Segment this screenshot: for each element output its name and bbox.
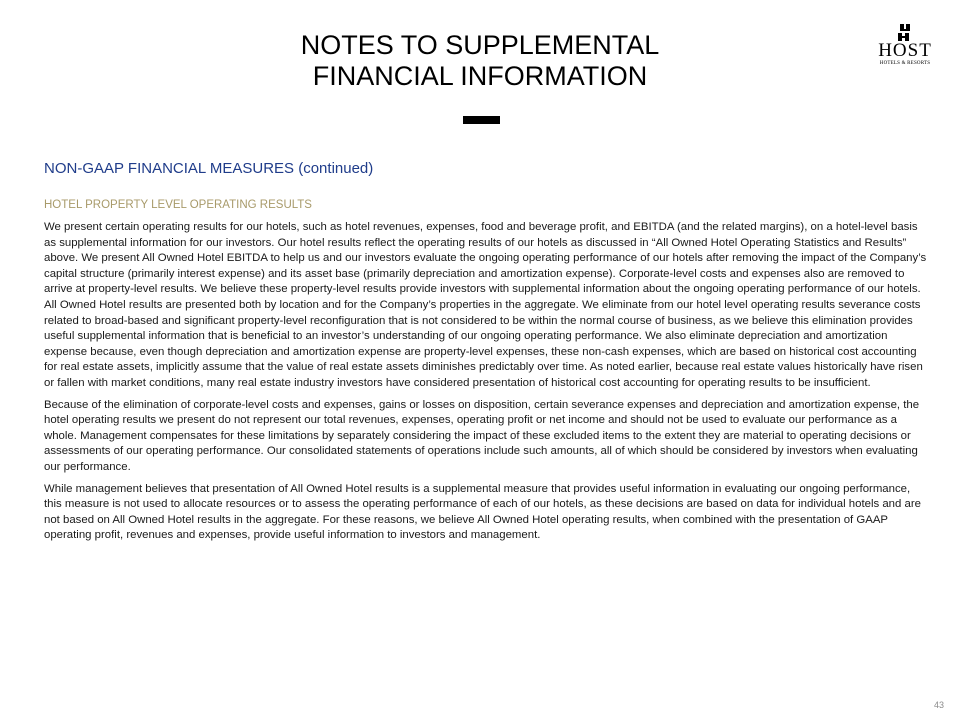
page-number: 43 — [933, 700, 944, 710]
page-title-line-2: FINANCIAL INFORMATION — [312, 61, 648, 91]
paragraph: Because of the elimination of corporate-level costs and expenses, gains or losses on disposition, certain severance expenses and depreciation and amortization expense, the hotel operating results we present do not represent our total revenues, expenses, operating profit or net income and should not be used to evaluate our performance as a whole. Management compensates for these limitations by separately considering the impact of these excluded items to the extent they are material to operating decisions or assessments of our operating performance. Our consolidated statements of operations include such amounts, all of which should be considered by investors when evaluating our performance. — [44, 398, 920, 473]
paragraph: We present certain operating results for our hotels, such as hotel revenues, expenses, food and beverage profit, and EBITDA (and the related margins), on a hotel-level basis as supplemental information for our investors. Our hotel results reflect the operating results of our hotels as discussed in “All Owned Hotel Operating Statistics and Results” above. We present All Owned Hotel EBITDA to help us and our investors evaluate the ongoing operating performance of our hotels after removing the impact of the Company’s capital structure (primarily interest expense) and its asset base (primarily depreciation and amortization expense). Corporate-level costs and expenses also are removed to arrive at property-level results. We believe these property-level results provide investors with supplemental information about the ongoing operating performance of our hotels. All Owned Hotel results are presented both by location and for the Company’s properties in the aggregate. We eliminate from our hotel level operating results severance costs related to broad-based and significant property-level reconfiguration that is not considered to be within the normal course of business, as we believe this elimination provides useful supplemental information that is beneficial to an investor’s understanding of our ongoing operating performance. We also eliminate depreciation and amortization expense because, even though depreciation and amortization expense are property-level expenses, these non-cash expenses, which are based on historical cost accounting for real estate assets, implicitly assume that the value of real estate assets diminishes predictably over time. As noted earlier, because real estate values historically have risen or fallen with market conditions, many real estate industry investors have considered presentation of historical cost accounting for operating results to be insufficient. — [44, 221, 927, 389]
host-logo — [872, 24, 938, 70]
title-underline-bar — [463, 116, 500, 124]
page-title — [180, 30, 780, 92]
page-title-line-1: NOTES TO SUPPLEMENTAL — [300, 30, 660, 60]
body-text — [44, 220, 928, 550]
logo-subtitle: HOTELS & RESORTS — [879, 61, 931, 66]
section-heading: NON-GAAP FINANCIAL MEASURES (continued) — [44, 160, 374, 177]
paragraph: While management believes that presentation of All Owned Hotel results is a supplemental measure that provides useful information in evaluating our ongoing performance, this measure is not used to allocate resources or to assess the operating performance of each of our hotels, as these decisions are based on data for individual hotels and are not based on All Owned Hotel results in the aggregate. For these reasons, we believe All Owned Hotel operating results, when combined with the presentation of GAAP operating profit, revenues and expenses, provide useful information to investors and management. — [44, 482, 921, 542]
host-building-icon — [894, 24, 916, 41]
logo-wordmark: HOST — [878, 40, 932, 61]
section-subheading: HOTEL PROPERTY LEVEL OPERATING RESULTS — [44, 199, 312, 211]
